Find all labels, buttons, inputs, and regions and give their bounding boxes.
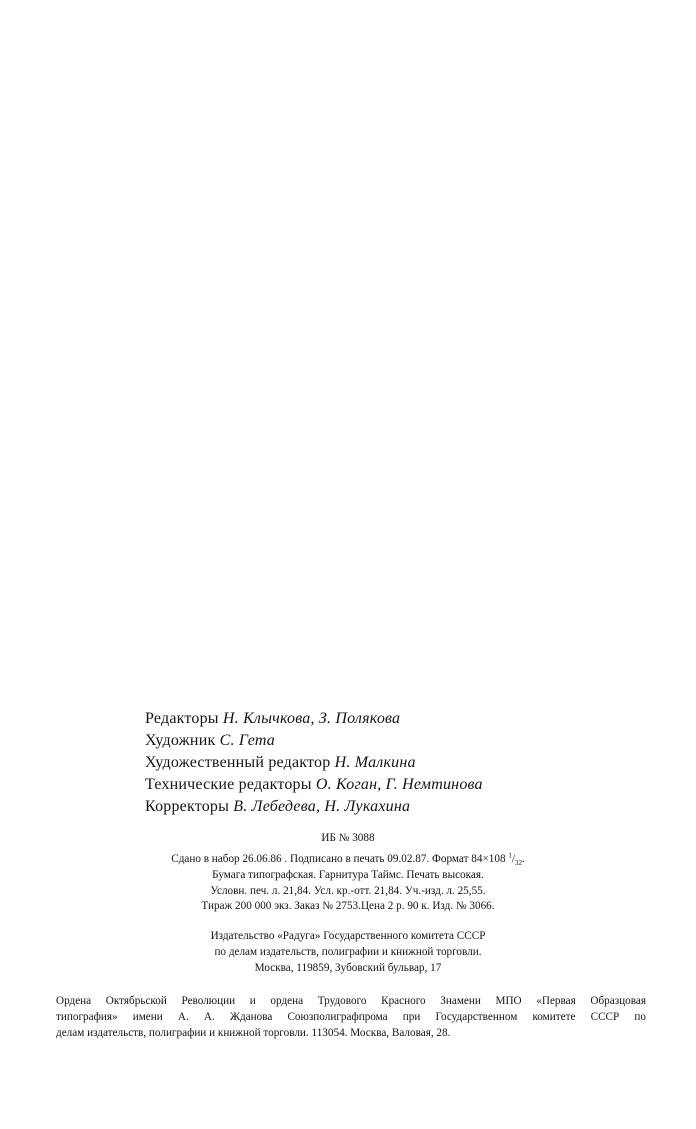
print-specs-line: Сдано в набор 26.06.86 . Подписано в печать 09.02.87. Формат 84×108 $^1/_{32}$. bbox=[171, 851, 525, 868]
print-specs-line: Условн. печ. л. 21,84. Усл. кр.-отт. 21,84. Уч.-изд. л. 25,55. bbox=[210, 884, 486, 897]
printer-word: Союзполиграфпрома bbox=[287, 1010, 388, 1023]
credit-technical-editors bbox=[145, 774, 483, 796]
publisher-block bbox=[0, 929, 696, 976]
printer-word: Жданова bbox=[229, 1010, 273, 1023]
credit-names: В. Лебедева, Н. Лукахина bbox=[233, 798, 411, 815]
credit-names: С. Гета bbox=[219, 732, 275, 749]
ib-number: ИБ № 3088 bbox=[321, 832, 375, 844]
printer-word: по bbox=[634, 1010, 646, 1023]
credit-role: Художник bbox=[145, 732, 216, 749]
credit-names: Н. Малкина bbox=[334, 754, 416, 771]
printer-word: СССР bbox=[590, 1010, 620, 1023]
credit-role: Технические редакторы bbox=[145, 776, 312, 793]
printer-word: Революции bbox=[181, 995, 236, 1007]
printer-word: комитете bbox=[532, 1010, 576, 1023]
printer-word: типография» bbox=[56, 1010, 118, 1023]
printer-word: Октябрьской bbox=[105, 995, 167, 1007]
printer-word: при bbox=[402, 1010, 421, 1023]
printer-block bbox=[56, 994, 646, 1041]
credit-proofreaders bbox=[145, 796, 483, 818]
print-specs-dates-format: Сдано в набор 26.06.86 . Подписано в печать 09.02.87. Формат 84×108 bbox=[171, 853, 506, 865]
printer-word: Государственном bbox=[435, 1010, 518, 1023]
credit-editors bbox=[145, 708, 483, 730]
print-specs-line: Бумага типографская. Гарнитура Таймс. Печать высокая. bbox=[212, 868, 484, 881]
print-specs-block bbox=[0, 852, 696, 915]
publisher-line: Издательство «Радуга» Государственного комитета СССР bbox=[210, 930, 486, 942]
credit-role: Редакторы bbox=[145, 710, 219, 727]
printer-word: А. bbox=[203, 1010, 215, 1023]
publisher-line: Москва, 119859, Зубовский бульвар, 17 bbox=[254, 961, 442, 974]
printer-word: ордена bbox=[270, 995, 304, 1007]
printer-word: «Первая bbox=[536, 995, 576, 1007]
publisher-line: по делам издательств, полиграфии и книжной торговли. bbox=[214, 945, 482, 958]
printer-line: делам издательств, полиграфии и книжной торговли. 113054. Москва, Валовая, 28. bbox=[56, 1026, 451, 1039]
credit-artist bbox=[145, 730, 483, 752]
credit-names: О. Коган, Г. Немтинова bbox=[315, 776, 483, 793]
printer-word: А. bbox=[177, 1010, 189, 1023]
print-specs-line: Тираж 200 000 экз. Заказ № 2753.Цена 2 р. 90 к. Изд. № 3066. bbox=[201, 900, 495, 913]
credit-role: Корректоры bbox=[145, 798, 230, 815]
printer-word: Ордена bbox=[56, 995, 92, 1007]
printer-word: Трудового bbox=[317, 995, 367, 1007]
printer-word: и bbox=[249, 995, 256, 1007]
credit-role: Художественный редактор bbox=[145, 754, 331, 771]
print-specs-period: . bbox=[521, 853, 525, 865]
printer-word: МПО bbox=[495, 995, 522, 1007]
credit-art-editor bbox=[145, 752, 483, 774]
format-fraction-denominator: 32 bbox=[514, 859, 522, 868]
credits-block bbox=[145, 708, 483, 818]
printer-line bbox=[56, 994, 646, 1010]
credit-names: Н. Клычкова, З. Полякова bbox=[222, 710, 401, 727]
printer-line bbox=[56, 1010, 646, 1026]
printer-word: Знамени bbox=[440, 995, 481, 1007]
format-fraction-numerator: 1 bbox=[508, 851, 512, 860]
printer-word: Образцовая bbox=[590, 995, 646, 1007]
printer-word: Красного bbox=[381, 995, 426, 1007]
printer-word: имени bbox=[132, 1010, 163, 1023]
